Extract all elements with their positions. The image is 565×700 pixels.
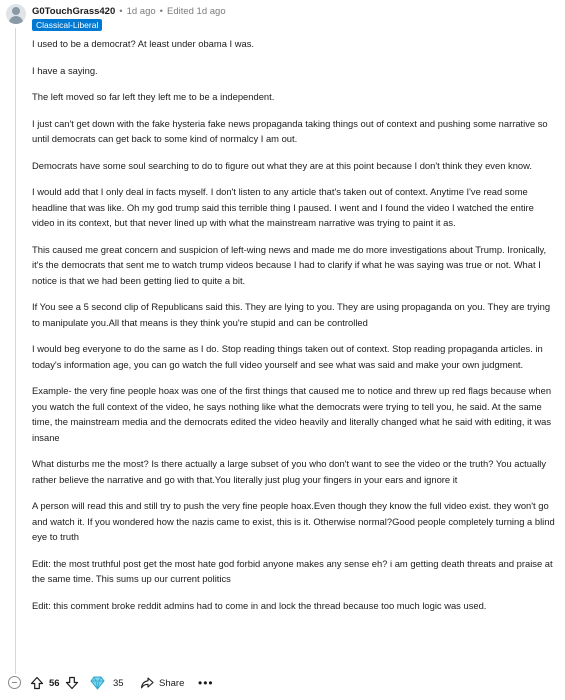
user-avatar[interactable] [6, 4, 26, 24]
collapse-icon[interactable] [8, 676, 21, 689]
avatar-body [9, 16, 23, 24]
vote-controls [30, 672, 79, 694]
comment-paragraph: The left moved so far left they left me to be a independent. [32, 91, 275, 102]
comment-paragraph: Edit: this comment broke reddit admins had to come in and lock the thread because too much logic was used. [32, 599, 487, 611]
comment-paragraph: What disturbs me the most? Is there actually a large subset of you who don't want to see the video or the truth? You actually rather believe the narrative and go with that.You literally just plug your fingers in your ears and ignore it [32, 458, 547, 485]
comment-paragraph: I have a saying. [32, 64, 98, 76]
downvote-icon[interactable] [65, 676, 79, 690]
comment-paragraph: A person will read this and still try to push the very fine people hoax.Even though they know the full video exist. they won't go and watch it. If you wondered how the nazis came to exist, this is it. Otherwise normal?Good people completely turning a blind eye to truth [32, 500, 555, 542]
comment-paragraph: Example- the very fine people hoax was one of the first things that caused me to notice and threw up red flags because when you watch the full context of the video, he says nothing like what the democrats were trying to tell you, he said. At the same time, the mainstream media and the democrats edited the video heavily and literally changed what he said with editing, it was insane [32, 385, 552, 443]
username[interactable]: G0TouchGrass420 [32, 5, 116, 17]
share-icon [140, 676, 154, 690]
comment-paragraph: I would beg everyone to do the same as I do. Stop reading things taken out of context. Stop reading propaganda articles. in today's information age, you can go watch the full video yourself and see what was said and make your own judgment. [32, 343, 543, 370]
share-button[interactable] [140, 672, 184, 694]
user-flair: Classical-Liberal [32, 19, 102, 31]
comment-paragraph: I used to be a democrat? At least under obama I was. [32, 38, 255, 49]
comment-paragraph: Edit: the most truthful post get the most hate god forbid anyone makes any sense eh? i am getting death threats and praise at the same time. This sums up our current politics [32, 557, 553, 584]
award-count: 35 [113, 677, 124, 689]
time-posted[interactable]: 1d ago [126, 5, 156, 17]
more-icon[interactable]: ••• [198, 676, 214, 690]
vote-score: 56 [49, 677, 60, 689]
award-icon [90, 676, 105, 690]
upvote-icon[interactable] [30, 676, 44, 690]
comment-paragraph: I would add that I only deal in facts myself. I don't listen to any article that's taken out of context. Anytime I've read some headline that was like. Oh my god trump said this terrible thing I paused. I went and I found the video I watched the entire video in its context, but that never lined up with what the mainstream narrative was trying to paint it as. [32, 186, 534, 228]
comment-paragraph: This caused me great concern and suspicion of left-wing news and made me do more investigations about Trump. Ironically, it's the democrats that sent me to watch trump videos because I had to clarify if what he was saying was true or not. What I notice is that we had been getting lied to quite a bit. [32, 243, 547, 286]
comment-paragraph: I just can't get down with the fake hysteria fake news propaganda taking things out of context and pushing some narrative so until democrats can get back to some kind of normalcy I am out. [32, 117, 548, 144]
comment-header [32, 4, 226, 18]
separator-dot: • [119, 5, 123, 17]
thread-line[interactable] [15, 28, 16, 674]
share-label: Share [159, 677, 185, 689]
separator-dot: • [159, 5, 163, 17]
comment-body [32, 36, 557, 624]
avatar-head [12, 7, 20, 15]
comment-action-bar [0, 672, 565, 694]
comment-paragraph: Democrats have some soul searching to do to figure out what they are at this point because I don't think they even know. [32, 159, 532, 171]
edited-label: Edited 1d ago [166, 5, 226, 17]
comment-paragraph: If You see a 5 second clip of Republicans said this. They are lying to you. They are using propaganda on you. They are trying to manipulate you.All that means is they think you're stupid and can be controlled [32, 301, 551, 328]
award-button[interactable] [90, 672, 124, 694]
